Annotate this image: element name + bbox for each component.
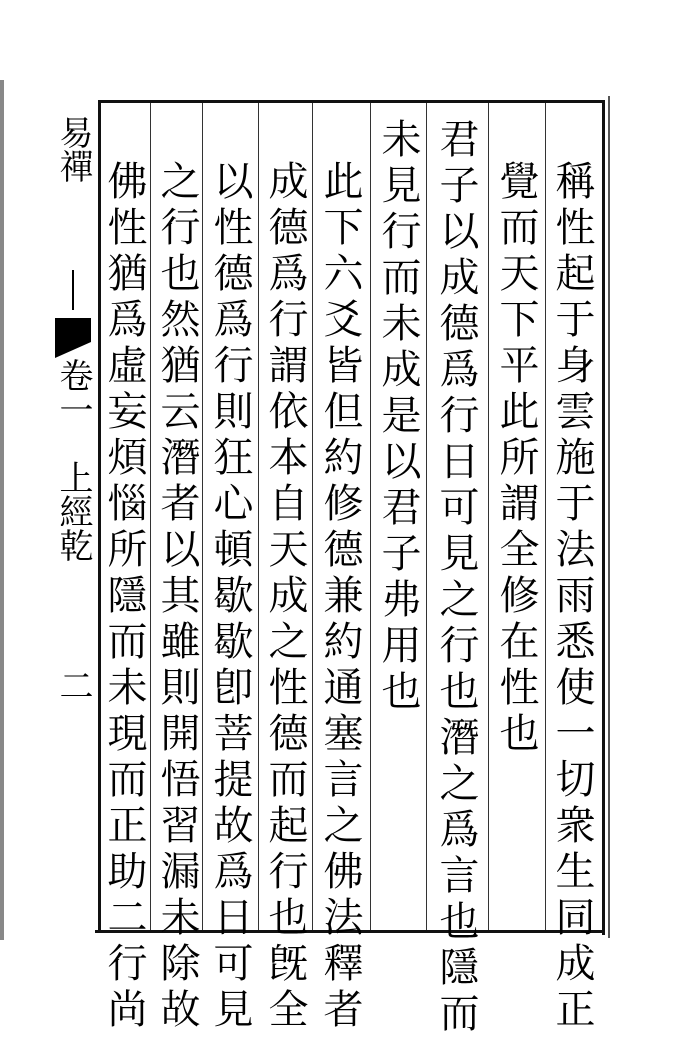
text-column-6: 成德爲行謂依本自天成之性德而起行也旣全 (262, 160, 308, 1034)
page-edge (0, 80, 4, 940)
fishtail-mark (55, 318, 91, 358)
column-divider (426, 103, 427, 930)
text-column-1: 稱性起于身雲施于法雨悉使一切衆生同成正 (549, 160, 595, 1034)
banxin-section: 上經乾 (53, 460, 93, 562)
text-column-3: 君子以成德爲行日可見之行也潛之爲言也隱而 (433, 118, 479, 1038)
column-divider (488, 103, 489, 930)
frame-top-rule (100, 100, 605, 103)
banxin-title: 易禪 (53, 115, 93, 183)
text-column-7: 以性德爲行則狂心頓歇歇卽菩提故爲日可見 (207, 160, 253, 1034)
column-divider (202, 103, 203, 930)
page-number: 二 (53, 668, 93, 702)
column-divider (150, 103, 151, 930)
frame-right-outer-rule (608, 96, 610, 938)
frame-right-rule (602, 100, 605, 935)
column-divider (545, 103, 546, 930)
text-column-2: 覺而天下平此所謂全修在性也 (493, 160, 539, 758)
column-divider (370, 103, 371, 930)
column-divider (312, 103, 313, 930)
banxin-stroke (72, 270, 74, 310)
banxin-volume: 卷一 (53, 358, 93, 426)
column-divider (258, 103, 259, 930)
text-column-8: 之行也然猶云潛者以其雖則開悟習漏未除故 (154, 160, 200, 1034)
text-column-9: 佛性猶爲虛妄煩惱所隱而未現而正助二行尚 (101, 160, 147, 1034)
text-column-5: 此下六爻皆但約修德兼約通塞言之佛法釋者 (317, 160, 363, 1034)
text-column-4: 未見行而未成是以君子弗用也 (375, 118, 421, 716)
